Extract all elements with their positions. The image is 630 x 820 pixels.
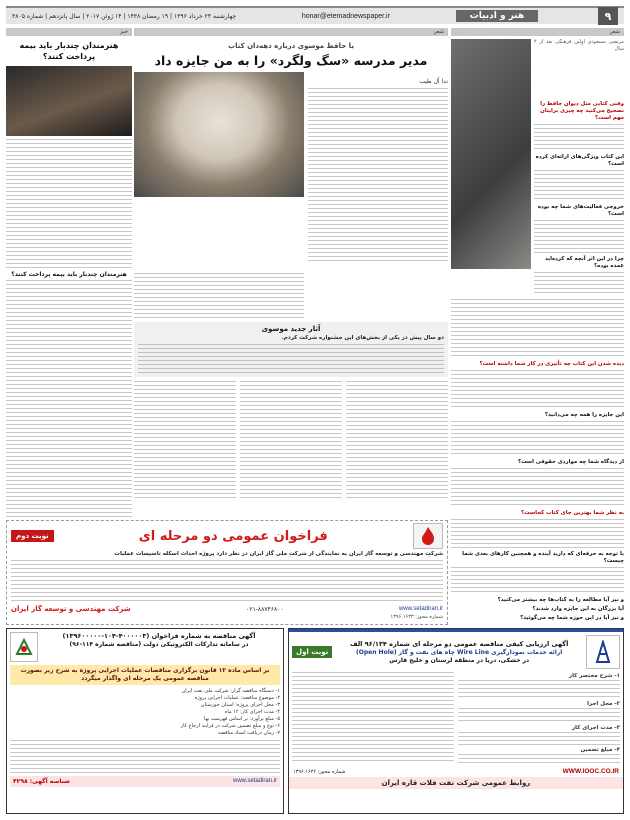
closing-line: و نیز آیا در این حوزه شما چه می‌گوئید؟ bbox=[520, 615, 624, 621]
text-lines bbox=[534, 272, 624, 296]
question: به نظر شما بهترین جای کتاب کجاست؟ bbox=[521, 510, 624, 516]
text-lines bbox=[134, 273, 304, 318]
ad-website[interactable]: www.setadiran.ir bbox=[232, 778, 277, 784]
writer-photo bbox=[451, 39, 531, 269]
oil-company-logo bbox=[586, 635, 620, 669]
ad-title: فراخوان عمومی دو مرحله ای bbox=[138, 528, 328, 544]
text-lines bbox=[458, 754, 620, 764]
issue-info: چهارشنبه ۲۴ خرداد ۱۳۹۶ | ۱۹ رمضان ۱۴۳۸ | ۱۴ ژوئن ۲۰۱۷ | سال پانزدهم | شماره ۳۸۰۵ bbox=[12, 12, 237, 20]
text-lines bbox=[534, 124, 624, 152]
flame-icon bbox=[419, 526, 437, 546]
ad-badge: نوبت اول bbox=[292, 646, 332, 658]
right-intro: مرتضی مسعودی اولین فرهنگی بعد از ۴ سال bbox=[534, 39, 624, 52]
ad-item: ۴- مبلغ تضمین bbox=[580, 747, 620, 753]
question: با توجه به حرفه‌ای که دارید آینده و همچنین کارهای بعدی شما چیست؟ bbox=[462, 551, 624, 564]
ad-tender-no: شناسه آگهی: ۴۲۹۸ bbox=[13, 778, 70, 785]
text-lines bbox=[451, 370, 624, 410]
article-top-line: با حافظ موسوی درباره دهه‌دان کتاب bbox=[228, 42, 354, 50]
text-lines bbox=[10, 740, 280, 774]
left-subhead: هنرمندان چندبار باید بیمه پرداخت کنند؟ bbox=[11, 271, 127, 278]
text-lines bbox=[451, 421, 624, 457]
question: دیده شدن این کتاب چه تأثیری در کار شما داشته است؟ bbox=[479, 361, 624, 367]
text-lines bbox=[11, 560, 443, 602]
text-lines bbox=[451, 519, 624, 549]
emblem-icon bbox=[14, 637, 34, 657]
ad-subtitle-2: در خشکی، دریا در منطقه لرستان و خلیج فارس bbox=[389, 657, 530, 664]
section-email[interactable]: honar@etemadnewspaper.ir bbox=[301, 12, 390, 20]
article-headline: مدیر مدرسه «سگ ولگرد» را به من جایزه داد bbox=[154, 53, 428, 68]
highlight-box bbox=[134, 322, 448, 377]
reporter-name: ندا آل طیب bbox=[419, 78, 448, 85]
person-photo bbox=[6, 66, 132, 136]
ad-code: شماره مجوز: ۱۳۹۶.۱۶۳۶ bbox=[293, 768, 346, 775]
ad-phone: ۰۲۱-۸۸۷۴۶۸۰۰ bbox=[246, 605, 284, 613]
ad-item: ۳- مدت اجرای کار bbox=[571, 725, 620, 731]
gas-company-logo bbox=[413, 523, 443, 549]
text-lines bbox=[458, 680, 620, 700]
ad-item: ۱- دستگاه مناقصه گزار: شرکت ملی نفت ایران bbox=[181, 688, 280, 694]
ad-tender-left bbox=[6, 628, 284, 814]
ad-badge: نوبت دوم bbox=[11, 530, 54, 542]
ad-website[interactable]: www.setadiran.ir bbox=[398, 606, 443, 612]
left-title: هنرمندان چندبار باید بیمه پرداخت کنند؟ bbox=[19, 41, 119, 61]
page-number: ۹ bbox=[598, 7, 618, 25]
subhead: آثار جدید موسوی bbox=[261, 325, 321, 333]
ad-subtitle: در سامانه تدارکات الکترونیکی دولت (مناقصه شماره ۱۱۴-۹۶) bbox=[69, 641, 249, 648]
ad-item: ۷- زمان دریافت اسناد مناقصه bbox=[218, 730, 280, 736]
text-lines bbox=[6, 139, 132, 269]
ad-subtitle: شرکت مهندسی و توسعه گاز ایران به نمایندگی از شرکت ملی گاز ایران در نظر دارد پروژه احداث اسکله تاسیسات عملیات bbox=[114, 551, 443, 557]
text-lines bbox=[451, 468, 624, 508]
text-lines bbox=[458, 708, 620, 724]
left-kicker: خبر bbox=[6, 28, 132, 36]
right-kicker: شعر bbox=[451, 28, 624, 36]
right-column bbox=[451, 28, 624, 621]
ad-item: ۳- محل اجرای پروژه: استان خوزستان bbox=[200, 702, 280, 708]
ad-item: ۵- مبلغ برآورد: بر اساس فهرست بها bbox=[204, 716, 280, 722]
section-title: هنر و ادبیات bbox=[456, 10, 539, 22]
text-lines bbox=[451, 567, 624, 595]
highlight-text: دو سال پیش در یکی از بخش‌های این جشنواره شرکت کردم. bbox=[281, 335, 444, 341]
left-column bbox=[6, 28, 132, 516]
question: آیا بزرگان به این جایزه وارد شدند؟ bbox=[532, 606, 624, 612]
ad-intro: بر اساس ماده ۱۲ قانون برگزاری مناقصات عملیات اجرایی پروژه به شرح زیر بصورت مناقصه عمومی یک مرحله ای واگذار میگردد bbox=[10, 665, 280, 685]
ad-footer: شرکت مهندسی و توسعه گاز ایران bbox=[11, 605, 131, 613]
text-lines bbox=[6, 280, 132, 520]
article-kicker: شعر bbox=[134, 28, 448, 36]
ad-title: آگهی ارزیابی کیفی مناقصه عمومی دو مرحله ای شماره ۹۶/۱۳۴ الف bbox=[350, 640, 569, 648]
question: از دیدگاه شما چه مواردی حقوقی است؟ bbox=[517, 459, 624, 465]
text-lines bbox=[134, 381, 236, 501]
company-logo bbox=[10, 632, 38, 662]
text-lines bbox=[240, 381, 342, 501]
ad-item: ۴- مدت اجرای کار: ۱۲ ماه bbox=[224, 709, 280, 715]
ad-website[interactable]: WWW.IOOC.CO.IR bbox=[562, 768, 619, 775]
ad-tender-right bbox=[288, 628, 624, 814]
masthead bbox=[6, 6, 624, 24]
text-lines bbox=[346, 381, 448, 501]
question: و نیز آیا مطالعه را به کتاب‌ها چه بیشتر می‌کنید؟ bbox=[497, 597, 624, 603]
ad-item: ۶- نوع و مبلغ تضمین شرکت در فرایند ارجاع کار bbox=[180, 723, 280, 729]
question: خروجی فعالیت‌های شما چه بوده است؟ bbox=[537, 204, 624, 217]
text-lines bbox=[534, 170, 624, 202]
text-lines bbox=[534, 220, 624, 254]
text-lines bbox=[451, 299, 624, 359]
main-article bbox=[134, 28, 448, 516]
text-lines bbox=[138, 344, 444, 374]
ad-public-call bbox=[6, 520, 448, 625]
ad-item: ۱- شرح مختصر کار bbox=[568, 673, 620, 679]
question: چرا در این اثر آنچه که کرده‌اید عمده بوده؟ bbox=[544, 256, 624, 269]
text-lines bbox=[458, 732, 620, 746]
right-intro-block bbox=[534, 39, 624, 296]
ad-item: ۲- محل اجرا bbox=[587, 701, 620, 707]
portrait-photo bbox=[134, 72, 304, 197]
text-lines bbox=[292, 672, 454, 764]
ad-title: آگهی مناقصه به شماره فراخوان (۴۰۰۰۰۰۳-۱۰۴-۱۳۹۶۰۰۰۰۰) bbox=[62, 632, 256, 640]
oil-rig-icon bbox=[591, 640, 615, 664]
ad-item: ۲- موضوع مناقصه: عملیات اجرایی پروژه bbox=[194, 695, 280, 701]
question: این کتاب ویژگی‌های ارائه‌ای کرده است؟ bbox=[535, 154, 624, 167]
question: این جایزه را همه چه می‌دانید؟ bbox=[544, 412, 624, 418]
ad-footer: روابط عمومی شرکت نفت فلات قاره ایران bbox=[289, 777, 623, 789]
question: وقتی کتابی مثل دیوان حافظ را تصحیح می‌کنید چه چیزی برایتان مهم است؟ bbox=[540, 101, 624, 121]
ad-code: شماره مجوز: ۱۳۹۶.۱۶۳۳ bbox=[390, 614, 443, 620]
ad-subtitle: ارائه خدمات نمودارگیری Wire Line چاه های نفت و گاز (Open Hole) bbox=[355, 649, 563, 656]
